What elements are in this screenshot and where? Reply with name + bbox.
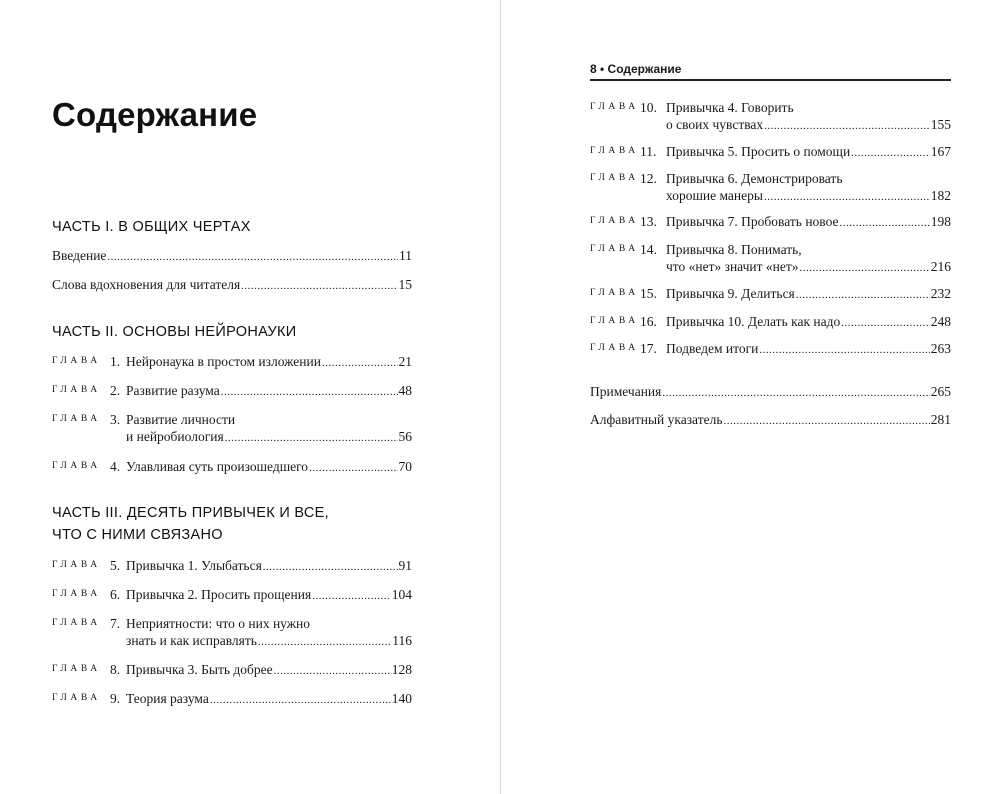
page-number: 155 — [930, 117, 951, 132]
entry-title: Привычка 9. Делиться — [666, 286, 795, 301]
page-number: 216 — [930, 259, 951, 274]
chapter-number: 12. — [640, 171, 657, 186]
entry-title: Примечания — [590, 384, 662, 399]
toc-entry[interactable] — [590, 340, 951, 359]
entry-title: Привычка 8. Понимать, — [666, 242, 802, 257]
page-title: Содержание — [52, 96, 258, 133]
chapter-label: ГЛАВА — [52, 693, 101, 703]
page-number: 70 — [398, 459, 412, 474]
chapter-number: 1. — [110, 354, 121, 369]
toc-entry[interactable] — [590, 383, 951, 402]
chapter-label: ГЛАВА — [52, 664, 101, 674]
leader-dots — [723, 413, 929, 430]
part-heading: ЧАСТЬ II. ОСНОВЫ НЕЙРОНАУКИ — [52, 324, 297, 340]
leader-dots — [839, 215, 929, 232]
leader-dots — [800, 260, 930, 277]
chapter-label: ГЛАВА — [590, 288, 639, 298]
leader-dots — [764, 189, 930, 206]
chapter-label: ГЛАВА — [52, 618, 101, 628]
leader-dots — [322, 355, 398, 372]
toc-entry[interactable] — [52, 690, 412, 709]
entry-title: Подведем итоги — [666, 341, 759, 356]
chapter-number: 11. — [640, 144, 657, 159]
page-number: 281 — [930, 412, 951, 427]
entry-title: Привычка 5. Просить о помощи — [666, 144, 851, 159]
chapter-number: 17. — [640, 341, 657, 356]
toc-entry[interactable] — [52, 557, 412, 576]
entry-title: Привычка 4. Говорить — [666, 100, 794, 115]
leader-dots — [241, 278, 397, 295]
toc-entry[interactable] — [52, 382, 412, 401]
leader-dots — [263, 559, 398, 576]
page-number: 263 — [930, 341, 951, 356]
toc-entry[interactable] — [52, 353, 412, 372]
page-number: 56 — [398, 429, 412, 444]
chapter-number: 9. — [110, 691, 121, 706]
toc-entry[interactable] — [590, 313, 951, 332]
leader-dots — [258, 634, 391, 651]
page-number: 104 — [391, 587, 412, 602]
chapter-label: ГЛАВА — [590, 102, 639, 112]
entry-title: Привычка 2. Просить прощения — [126, 587, 312, 602]
entry-title: Развитие разума — [126, 383, 220, 398]
entry-title: Привычка 10. Делать как надо — [666, 314, 841, 329]
chapter-number: 5. — [110, 558, 121, 573]
left-page — [0, 0, 500, 794]
entry-title: Привычка 6. Демонстрировать — [666, 171, 843, 186]
page-number: 232 — [930, 286, 951, 301]
leader-dots — [851, 145, 930, 162]
toc-entry[interactable] — [52, 458, 412, 477]
toc-entry[interactable] — [590, 99, 951, 135]
chapter-number: 4. — [110, 459, 121, 474]
toc-entry[interactable] — [52, 276, 412, 295]
toc-entry[interactable] — [52, 586, 412, 605]
entry-title: Введение — [52, 248, 107, 263]
entry-title: Привычка 1. Улыбаться — [126, 558, 262, 573]
leader-dots — [210, 692, 391, 709]
toc-entry[interactable] — [52, 661, 412, 680]
chapter-label: ГЛАВА — [52, 589, 101, 599]
page-number: 11 — [399, 248, 412, 263]
entry-title: Неприятности: что о них нужно — [126, 616, 311, 631]
chapter-number: 16. — [640, 314, 657, 329]
leader-dots — [796, 287, 930, 304]
header-rule — [590, 79, 951, 81]
entry-title-cont: о своих чувствах — [666, 117, 764, 132]
page-number: 167 — [930, 144, 951, 159]
page-number: 15 — [398, 277, 412, 292]
toc-entry[interactable] — [52, 615, 412, 651]
page-number: 116 — [392, 633, 412, 648]
chapter-label: ГЛАВА — [590, 216, 639, 226]
entry-title-cont: что «нет» значит «нет» — [666, 259, 799, 274]
entry-title: Привычка 7. Пробовать новое — [666, 214, 839, 229]
page-number: 198 — [930, 214, 951, 229]
chapter-label: ГЛАВА — [52, 461, 101, 471]
entry-title: Развитие личности — [126, 412, 236, 427]
toc-entry[interactable] — [52, 411, 412, 447]
leader-dots — [841, 315, 930, 332]
leader-dots — [107, 249, 398, 266]
chapter-label: ГЛАВА — [52, 414, 101, 424]
toc-entry[interactable] — [590, 285, 951, 304]
leader-dots — [759, 342, 929, 359]
entry-title: Улавливая суть произошедшего — [126, 459, 309, 474]
chapter-label: ГЛАВА — [590, 146, 639, 156]
entry-title-cont: знать и как исправлять — [126, 633, 257, 648]
chapter-label: ГЛАВА — [52, 560, 101, 570]
toc-entry[interactable] — [52, 247, 412, 266]
chapter-number: 3. — [110, 412, 121, 427]
toc-entry[interactable] — [590, 170, 951, 206]
entry-title: Привычка 3. Быть добрее — [126, 662, 273, 677]
running-head: 8 • Содержание — [590, 62, 682, 76]
chapter-number: 2. — [110, 383, 121, 398]
chapter-number: 6. — [110, 587, 121, 602]
entry-title-cont: и нейробиология — [126, 429, 224, 444]
page-number: 128 — [391, 662, 412, 677]
toc-entry[interactable] — [590, 241, 951, 277]
toc-entry[interactable] — [590, 213, 951, 232]
leader-dots — [221, 384, 398, 401]
entry-title: Слова вдохновения для читателя — [52, 277, 241, 292]
leader-dots — [312, 588, 391, 605]
chapter-number: 14. — [640, 242, 657, 257]
chapter-label: ГЛАВА — [590, 343, 639, 353]
page-number: 248 — [930, 314, 951, 329]
leader-dots — [662, 385, 929, 402]
entry-title: Нейронаука в простом изложении — [126, 354, 321, 369]
page-number: 182 — [930, 188, 951, 203]
page-number: 265 — [930, 384, 951, 399]
chapter-number: 10. — [640, 100, 657, 115]
entry-title-cont: хорошие манеры — [666, 188, 763, 203]
chapter-label: ГЛАВА — [590, 173, 639, 183]
leader-dots — [274, 663, 391, 680]
toc-entry[interactable] — [590, 143, 951, 162]
chapter-number: 7. — [110, 616, 121, 631]
toc-entry[interactable] — [590, 411, 951, 430]
chapter-label: ГЛАВА — [52, 356, 101, 366]
leader-dots — [309, 460, 397, 477]
leader-dots — [764, 118, 930, 135]
chapter-label: ГЛАВА — [590, 316, 639, 326]
page-number: 140 — [391, 691, 412, 706]
chapter-number: 15. — [640, 286, 657, 301]
page-number: 21 — [398, 354, 412, 369]
part-heading: ЧАСТЬ III. ДЕСЯТЬ ПРИВЫЧЕК И ВСЕ, ЧТО С НИМИ СВЯЗАНО — [52, 505, 329, 543]
page-number: 91 — [398, 558, 412, 573]
part-heading: ЧАСТЬ I. В ОБЩИХ ЧЕРТАХ — [52, 219, 251, 235]
page-number: 48 — [398, 383, 412, 398]
entry-title: Алфавитный указатель — [590, 412, 723, 427]
entry-title: Теория разума — [126, 691, 209, 706]
chapter-number: 8. — [110, 662, 121, 677]
chapter-number: 13. — [640, 214, 657, 229]
chapter-label: ГЛАВА — [52, 385, 101, 395]
chapter-label: ГЛАВА — [590, 244, 639, 254]
leader-dots — [225, 430, 398, 447]
